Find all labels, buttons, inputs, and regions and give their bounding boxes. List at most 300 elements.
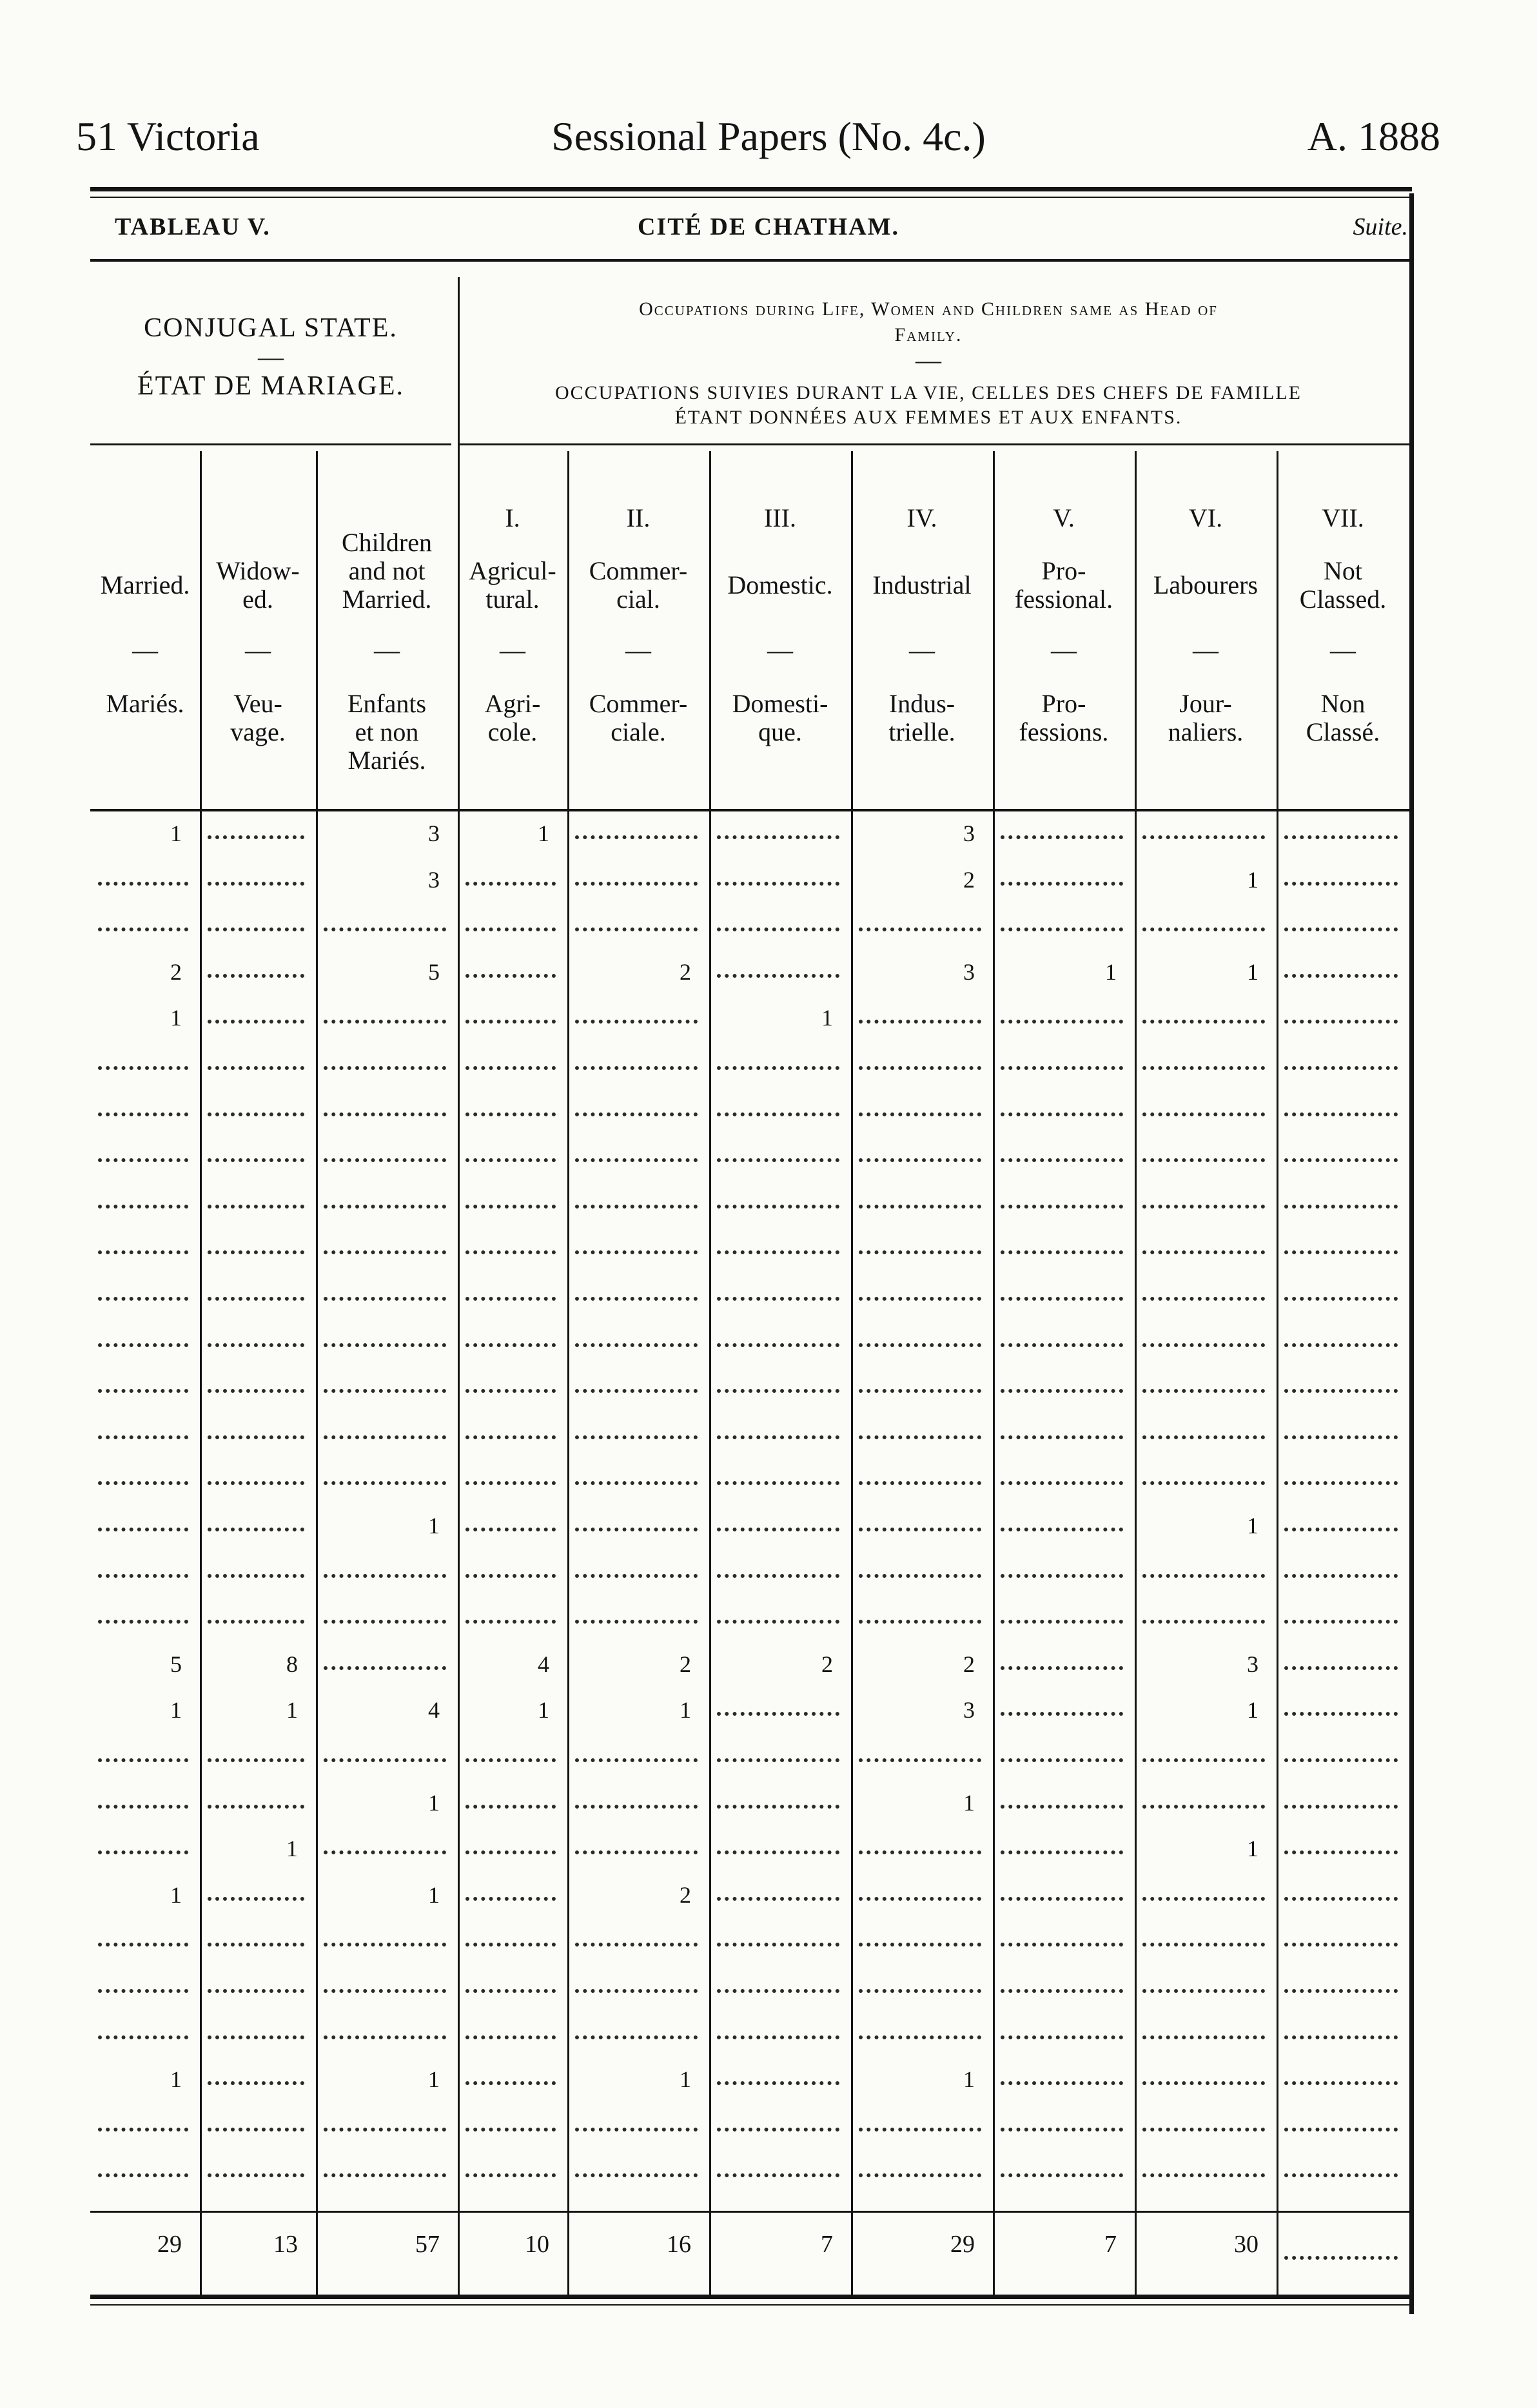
table-cell-leader (717, 2035, 839, 2039)
table-cell-leader (1284, 1389, 1398, 1393)
table-cell-leader (1284, 1850, 1398, 1854)
table-cell-leader (465, 1158, 556, 1162)
table-cell-value: 4 (428, 1697, 440, 1723)
table-cell-leader (324, 1435, 446, 1439)
table-cell-leader (859, 1389, 981, 1393)
table-cell-leader (208, 1574, 304, 1578)
column-heading-en: Commer- cial. (589, 556, 688, 614)
column-total: 29 (157, 2231, 182, 2258)
table-cell-value: 3 (963, 958, 975, 985)
table-cell-leader (98, 882, 188, 886)
table-cell-leader (1284, 1343, 1398, 1347)
column-heading-en: Widow- ed. (216, 556, 300, 614)
table-cell-value: 2 (680, 1651, 691, 1677)
table-cell-leader (717, 1297, 839, 1301)
table-cell-value: 1 (170, 820, 182, 846)
column-heading-fr: Pro- fessions. (1019, 689, 1109, 746)
table-cell-value: 2 (821, 1651, 833, 1677)
column-heading-fr: Commer- ciale. (589, 689, 688, 746)
table-cell-leader (208, 1112, 304, 1116)
table-cell-leader (575, 1250, 698, 1254)
table-cell-leader (1001, 1020, 1123, 1024)
table-cell-leader (859, 1574, 981, 1578)
table-cell-value: 1 (821, 1005, 833, 1031)
column-heading-en: Married. (100, 570, 190, 599)
table-cell-leader (208, 1897, 304, 1901)
table-cell-leader (465, 1297, 556, 1301)
table-cell-leader (1284, 1297, 1398, 1301)
table-cell-leader (98, 1066, 188, 1070)
table-cell-leader (1142, 1989, 1265, 1993)
table-cell-leader (208, 1435, 304, 1439)
table-label: TABLEAU V. (115, 213, 271, 240)
table-cell-leader (1284, 1620, 1398, 1624)
column-heading-dash: — (909, 636, 935, 665)
table-cell-value: 1 (428, 2066, 440, 2093)
column-heading-dash: — (245, 636, 271, 665)
column-roman-numeral: VI. (1188, 503, 1223, 532)
column-heading-dash: — (374, 636, 400, 665)
table-cell-leader (859, 1343, 981, 1347)
table-cell-leader (859, 1250, 981, 1254)
table-cell-leader (717, 2081, 839, 2085)
table-cell-leader (575, 1758, 698, 1762)
table-cell-leader (717, 1758, 839, 1762)
table-cell-leader (98, 1850, 188, 1854)
column-heading-fr: Enfants et non Mariés. (347, 689, 427, 775)
occupations-heading-fr-2: ÉTANT DONNÉES AUX FEMMES ET AUX ENFANTS. (674, 407, 1182, 428)
table-cell-leader (98, 1574, 188, 1578)
table-cell-leader (1001, 835, 1123, 839)
table-cell-leader (465, 1620, 556, 1624)
table-cell-leader (575, 1850, 698, 1854)
table-cell-leader (208, 927, 304, 931)
column-heading-dash: — (1330, 636, 1356, 665)
table-cell-leader (1142, 927, 1265, 931)
table-cell-leader (324, 1250, 446, 1254)
table-cell-value: 5 (170, 1651, 182, 1677)
table-cell-leader (717, 927, 839, 931)
table-cell-value: 1 (286, 1836, 298, 1862)
table-cell-leader (1001, 1528, 1123, 1531)
table-cell-leader (575, 1020, 698, 1024)
table-cell-leader (859, 1020, 981, 1024)
table-cell-leader (98, 1343, 188, 1347)
page-header-volume: 51 Victoria (76, 113, 260, 159)
column-total: 10 (525, 2231, 549, 2258)
table-cell-leader (717, 1250, 839, 1254)
table-cell-leader (859, 1528, 981, 1531)
table-cell-leader (1284, 1435, 1398, 1439)
column-total: 7 (821, 2231, 833, 2258)
table-cell-leader (859, 1989, 981, 1993)
table-cell-value: 3 (428, 820, 440, 846)
header-bottom-rule (90, 809, 1412, 811)
table-cell-leader (208, 1158, 304, 1162)
title-bottom-rule (90, 259, 1412, 262)
table-cell-leader (1284, 882, 1398, 886)
table-cell-leader (98, 1389, 188, 1393)
table-cell-value: 4 (538, 1651, 549, 1677)
table-cell-leader (1001, 1989, 1123, 1993)
table-cell-leader (324, 1343, 446, 1347)
table-cell-leader (1001, 1805, 1123, 1809)
table-cell-leader (1142, 1481, 1265, 1485)
table-cell-leader (324, 1205, 446, 1209)
table-cell-leader (465, 1112, 556, 1116)
table-cell-leader (1001, 1343, 1123, 1347)
total-cell-leader (1284, 2256, 1398, 2260)
table-cell-leader (465, 1250, 556, 1254)
column-total: 13 (273, 2231, 298, 2258)
table-cell-value: 1 (428, 1789, 440, 1816)
column-roman-numeral: III. (764, 503, 796, 532)
table-cell-leader (575, 1205, 698, 1209)
table-cell-leader (575, 1112, 698, 1116)
table-cell-leader (717, 1389, 839, 1393)
table-cell-leader (1284, 1250, 1398, 1254)
table-cell-leader (717, 1528, 839, 1531)
table-cell-leader (98, 927, 188, 931)
table-cell-leader (575, 2128, 698, 2131)
table-cell-value: 5 (428, 958, 440, 985)
table-cell-leader (575, 1989, 698, 1993)
column-heading-en: Agricul- tural. (469, 556, 556, 614)
table-cell-leader (859, 927, 981, 931)
table-cell-leader (717, 1712, 839, 1716)
table-cell-leader (1001, 1435, 1123, 1439)
table-cell-leader (859, 1850, 981, 1854)
table-cell-value: 1 (680, 1697, 691, 1723)
table-cell-value: 1 (428, 1513, 440, 1539)
table-cell-leader (208, 1620, 304, 1624)
table-cell-leader (717, 1620, 839, 1624)
table-cell-leader (98, 1758, 188, 1762)
occupations-heading-en-1: Occupations during Life, Women and Children same as Head of (639, 298, 1218, 320)
table-cell-leader (324, 1850, 446, 1854)
table-bottom-rule (90, 2295, 1412, 2299)
table-suite: Suite. (1353, 213, 1408, 240)
table-cell-leader (575, 2035, 698, 2039)
table-cell-value: 1 (170, 1697, 182, 1723)
table-cell-leader (575, 1066, 698, 1070)
table-cell-leader (98, 1943, 188, 1947)
column-total: 29 (950, 2231, 975, 2258)
table-cell-leader (575, 1389, 698, 1393)
table-cell-leader (575, 1805, 698, 1809)
table-cell-leader (575, 882, 698, 886)
table-cell-value: 1 (1247, 958, 1258, 985)
table-cell-leader (717, 1158, 839, 1162)
table-cell-leader (208, 2173, 304, 2177)
table-cell-leader (98, 1297, 188, 1301)
table-cell-leader (324, 2173, 446, 2177)
table-cell-leader (859, 1758, 981, 1762)
table-cell-leader (859, 1297, 981, 1301)
column-total: 7 (1104, 2231, 1117, 2258)
table-cell-leader (208, 2035, 304, 2039)
table-cell-value: 8 (286, 1651, 298, 1677)
table-cell-leader (1001, 1943, 1123, 1947)
table-cell-leader (98, 1620, 188, 1624)
table-cell-leader (324, 2035, 446, 2039)
table-cell-value: 3 (428, 866, 440, 893)
table-cell-leader (208, 1343, 304, 1347)
table-cell-leader (208, 2081, 304, 2085)
column-roman-numeral: V. (1053, 503, 1075, 532)
table-cell-value: 1 (680, 2066, 691, 2093)
table-cell-leader (859, 1435, 981, 1439)
table-cell-leader (717, 1343, 839, 1347)
table-cell-value: 1 (1247, 1836, 1258, 1862)
table-cell-leader (1142, 1112, 1265, 1116)
table-cell-leader (859, 2173, 981, 2177)
table-cell-leader (1142, 2173, 1265, 2177)
table-cell-value: 1 (170, 2066, 182, 2093)
table-cell-leader (324, 1020, 446, 1024)
conjugal-state-heading: CONJUGAL STATE. (144, 313, 398, 343)
table-cell-leader (1001, 2128, 1123, 2131)
table-cell-leader (324, 2128, 446, 2131)
table-cell-leader (1284, 2128, 1398, 2131)
table-cell-leader (1001, 1850, 1123, 1854)
table-cell-leader (1001, 1297, 1123, 1301)
etat-de-mariage-heading: ÉTAT DE MARIAGE. (137, 371, 404, 401)
table-cell-leader (1001, 2173, 1123, 2177)
column-total: 16 (667, 2231, 691, 2258)
table-cell-leader (1001, 1666, 1123, 1670)
table-cell-leader (465, 1805, 556, 1809)
table-cell-leader (717, 1897, 839, 1901)
table-cell-leader (1001, 1481, 1123, 1485)
table-bottom-rule-thin (90, 2304, 1412, 2306)
table-cell-leader (575, 1481, 698, 1485)
table-cell-leader (1142, 1205, 1265, 1209)
table-cell-leader (1284, 1666, 1398, 1670)
column-heading-dash: — (625, 636, 651, 665)
table-cell-value: 1 (963, 1789, 975, 1816)
column-heading-en: Not Classed. (1299, 556, 1387, 614)
table-cell-leader (98, 1435, 188, 1439)
table-cell-leader (859, 1897, 981, 1901)
table-cell-leader (1001, 882, 1123, 886)
table-cell-leader (98, 1112, 188, 1116)
column-total: 57 (415, 2231, 440, 2258)
occupations-bottom-rule (458, 443, 1412, 445)
table-cell-value: 1 (1105, 958, 1117, 985)
table-cell-leader (1142, 2081, 1265, 2085)
conjugal-dash: — (258, 342, 284, 371)
table-cell-leader (1142, 2035, 1265, 2039)
table-cell-value: 1 (1247, 866, 1258, 893)
table-cell-leader (1284, 1897, 1398, 1901)
table-cell-value: 3 (963, 820, 975, 846)
table-cell-leader (717, 1805, 839, 1809)
table-cell-leader (859, 1620, 981, 1624)
column-heading-fr: Agri- cole. (484, 689, 541, 746)
table-cell-leader (208, 1297, 304, 1301)
column-heading-dash: — (132, 636, 158, 665)
table-cell-leader (859, 1481, 981, 1485)
column-heading-dash: — (500, 636, 525, 665)
table-cell-leader (1284, 1574, 1398, 1578)
table-cell-leader (1142, 1389, 1265, 1393)
table-cell-leader (575, 835, 698, 839)
table-cell-leader (1142, 1250, 1265, 1254)
table-cell-leader (1001, 1112, 1123, 1116)
column-roman-numeral: IV. (906, 503, 937, 532)
table-cell-leader (1142, 1343, 1265, 1347)
table-cell-value: 3 (963, 1697, 975, 1723)
table-cell-leader (1001, 1758, 1123, 1762)
table-cell-leader (208, 1481, 304, 1485)
table-cell-value: 2 (963, 866, 975, 893)
table-cell-leader (208, 1020, 304, 1024)
table-cell-leader (1284, 1112, 1398, 1116)
column-heading-fr: Indus- trielle. (888, 689, 955, 746)
column-heading-dash: — (1193, 636, 1219, 665)
table-cell-leader (1284, 1205, 1398, 1209)
table-cell-leader (1142, 1805, 1265, 1809)
table-cell-leader (1142, 1620, 1265, 1624)
table-cell-leader (465, 1989, 556, 1993)
table-cell-leader (208, 1528, 304, 1531)
table-cell-leader (208, 1989, 304, 1993)
table-cell-value: 2 (680, 958, 691, 985)
table-cell-leader (208, 882, 304, 886)
table-cell-leader (575, 927, 698, 931)
table-cell-leader (1284, 1158, 1398, 1162)
table-cell-leader (208, 1758, 304, 1762)
table-cell-leader (717, 1112, 839, 1116)
table-cell-leader (208, 2128, 304, 2131)
table-cell-leader (575, 1158, 698, 1162)
table-cell-leader (1284, 1528, 1398, 1531)
table-cell-leader (1001, 2081, 1123, 2085)
table-cell-leader (208, 1943, 304, 1947)
table-cell-leader (1142, 1158, 1265, 1162)
table-cell-leader (1001, 1205, 1123, 1209)
table-cell-leader (1142, 1758, 1265, 1762)
table-cell-leader (465, 1528, 556, 1531)
table-cell-leader (1001, 927, 1123, 931)
table-cell-leader (717, 1205, 839, 1209)
table-cell-leader (1284, 1020, 1398, 1024)
table-cell-leader (1001, 1897, 1123, 1901)
table-cell-leader (717, 2128, 839, 2131)
table-cell-leader (575, 1297, 698, 1301)
table-cell-leader (324, 1666, 446, 1670)
table-cell-leader (1284, 1758, 1398, 1762)
table-cell-leader (465, 1897, 556, 1901)
column-heading-en: Industrial (872, 570, 972, 599)
table-cell-leader (1284, 1066, 1398, 1070)
table-cell-leader (575, 1528, 698, 1531)
table-cell-leader (575, 2173, 698, 2177)
table-cell-leader (208, 1250, 304, 1254)
table-cell-leader (98, 1205, 188, 1209)
table-cell-leader (324, 1389, 446, 1393)
table-cell-leader (98, 1481, 188, 1485)
table-cell-value: 3 (1247, 1651, 1258, 1677)
table-cell-leader (98, 1528, 188, 1531)
table-cell-leader (1284, 1805, 1398, 1809)
column-roman-numeral: II. (626, 503, 651, 532)
table-cell-leader (324, 1574, 446, 1578)
column-roman-numeral: VII. (1322, 503, 1364, 532)
table-right-border (1409, 193, 1414, 2314)
column-heading-dash: — (1051, 636, 1077, 665)
totals-top-rule (90, 2211, 1412, 2213)
table-cell-leader (465, 1343, 556, 1347)
table-cell-leader (324, 1297, 446, 1301)
table-cell-value: 1 (170, 1881, 182, 1908)
table-cell-leader (859, 1205, 981, 1209)
table-cell-leader (465, 1574, 556, 1578)
occupations-heading-en-2: Family. (894, 324, 963, 345)
table-cell-leader (859, 2128, 981, 2131)
table-cell-leader (208, 1205, 304, 1209)
table-cell-leader (717, 2173, 839, 2177)
table-cell-leader (465, 2081, 556, 2085)
table-cell-leader (1001, 2035, 1123, 2039)
table-cell-leader (324, 1066, 446, 1070)
table-cell-leader (208, 1066, 304, 1070)
column-heading-dash: — (767, 636, 793, 665)
table-cell-leader (98, 1805, 188, 1809)
table-cell-leader (717, 1481, 839, 1485)
page-header-year: A. 1888 (1307, 113, 1440, 159)
table-cell-leader (1142, 1435, 1265, 1439)
table-cell-leader (1284, 1712, 1398, 1716)
table-cell-leader (859, 2035, 981, 2039)
table-cell-leader (859, 1943, 981, 1947)
table-cell-value: 1 (538, 1697, 549, 1723)
table-cell-leader (324, 1158, 446, 1162)
table-cell-leader (465, 2035, 556, 2039)
table-cell-leader (324, 1758, 446, 1762)
table-cell-leader (859, 1066, 981, 1070)
table-cell-leader (1142, 1897, 1265, 1901)
table-cell-leader (98, 1989, 188, 1993)
table-cell-leader (1001, 1620, 1123, 1624)
table-cell-leader (98, 2173, 188, 2177)
table-cell-leader (1284, 2173, 1398, 2177)
table-cell-leader (575, 1574, 698, 1578)
column-heading-en: Labourers (1153, 570, 1258, 599)
table-cell-leader (465, 882, 556, 886)
column-heading-fr: Veu- vage. (230, 689, 286, 746)
column-heading-fr: Jour- naliers. (1168, 689, 1244, 746)
table-cell-leader (1284, 1481, 1398, 1485)
table-cell-leader (98, 1250, 188, 1254)
column-heading-en: Pro- fessional. (1014, 556, 1113, 614)
table-cell-value: 1 (428, 1881, 440, 1908)
table-cell-leader (1001, 1250, 1123, 1254)
occupations-heading-fr-1: OCCUPATIONS SUIVIES DURANT LA VIE, CELLES DES CHEFS DE FAMILLE (555, 382, 1302, 403)
table-cell-leader (465, 1481, 556, 1485)
table-cell-leader (465, 2173, 556, 2177)
table-cell-leader (98, 1158, 188, 1162)
table-cell-leader (465, 2128, 556, 2131)
table-cell-leader (859, 1112, 981, 1116)
table-cell-leader (1142, 835, 1265, 839)
table-cell-leader (1001, 1712, 1123, 1716)
table-cell-leader (98, 2128, 188, 2131)
table-cell-leader (208, 1389, 304, 1393)
table-cell-value: 1 (538, 820, 549, 846)
column-roman-numeral: I. (505, 503, 520, 532)
